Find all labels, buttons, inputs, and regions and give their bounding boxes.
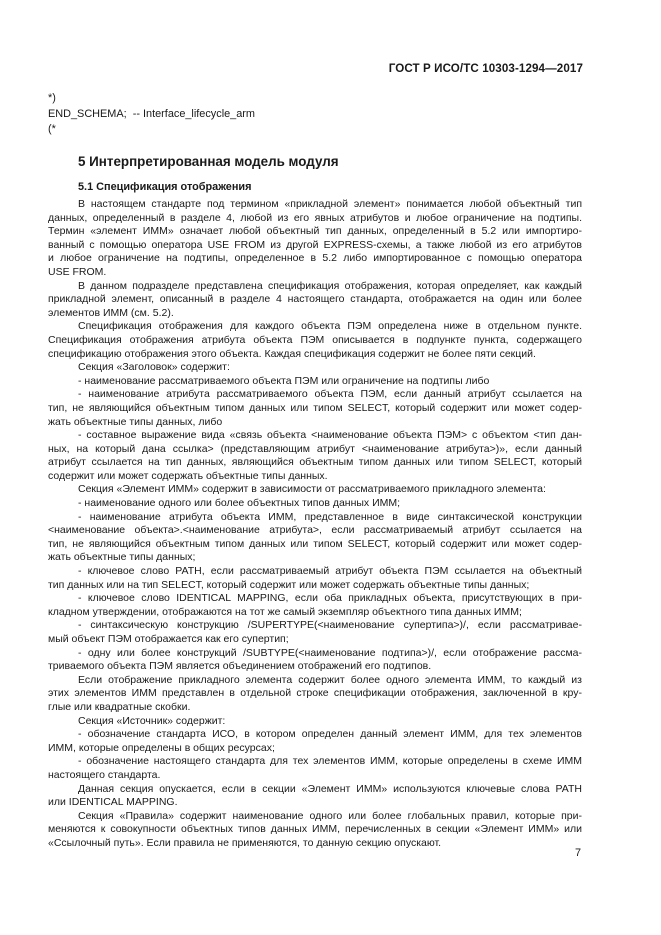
text-line: атрибут ссылается на тип данных, являющийся объектным типом данных или типом SELECT, который (48, 456, 582, 469)
code-line: *) (48, 92, 56, 104)
text-line: - ключевое слово IDENTICAL MAPPING, если оба прикладных объекта, присутствующих в при- (78, 592, 582, 605)
text-line: элементов ИММ (см. 5.2). (48, 306, 174, 319)
page-number: 7 (574, 847, 581, 859)
text-line: Спецификация отображения атрибута объекта ПЭМ описывается в подпункте пункта, содержащего (48, 333, 582, 346)
standard-header: ГОСТ Р ИСО/ТС 10303-1294—2017 (388, 62, 583, 75)
text-line: Данная секция опускается, если в секции «Элемент ИММ» используются ключевые слова PATH (78, 782, 582, 795)
text-line: - наименование одного или более объектных типов данных ИММ; (78, 497, 401, 510)
text-line: жать объектные типы данных, либо (48, 415, 223, 428)
text-line: жать объектные типы данных; (48, 551, 196, 564)
text-line: Секция «Элемент ИММ» содержит в зависимости от рассматриваемого прикладного элемента: (78, 483, 546, 496)
text-line: тип данных или на тип SELECT, который содержит или может содержать объектные типы данных; (48, 578, 530, 591)
text-line: В данном подразделе представлена спецификация отображения, которая определяет, как каждый (78, 279, 582, 292)
section-heading: 5 Интерпретированная модель модуля (78, 154, 339, 169)
text-line: Спецификация отображения для каждого объекта ПЭМ определена ниже в отдельном пункте. (78, 320, 582, 333)
text-line: тип, не являющийся объектным типом данных или типом SELECT, который содержит или может содер- (48, 401, 582, 414)
text-line: Термин «элемент ИММ» означает любой объектный тип данных, определенный в 5.2 или импортиро- (48, 225, 582, 238)
text-line: этих элементов ИММ представлен в отдельной строке спецификации отображения, заключенной в кру- (48, 687, 582, 700)
text-line: Если отображение прикладного элемента содержит более одного элемента ИММ, то каждый из (78, 673, 582, 686)
text-line: - синтаксическую конструкцию /SUPERTYPE(<наименование супертипа>)/, если рассматривае- (78, 619, 582, 632)
text-line: - наименование рассматриваемого объекта ПЭМ или ограничение на подтипы либо (78, 374, 490, 387)
text-line: - одну или более конструкций /SUBTYPE(<наименование подтипа>)/, если отображение рассма- (78, 646, 582, 659)
text-line: содержит или может содержать объектные типы данных. (48, 469, 328, 482)
text-line: Секция «Правила» содержит наименование одного или более глобальных правил, которые при- (78, 809, 582, 822)
text-line: <наименование объекта>.<наименование атрибута>, если рассматриваемый атрибут ссылается на (48, 524, 582, 537)
text-line: - наименование атрибута рассматриваемого объекта ПЭМ, если данный атрибут ссылается на (78, 388, 582, 401)
subsection-heading: 5.1 Спецификация отображения (78, 181, 252, 193)
text-line: ванный с помощью оператора USE FROM из другой EXPRESS-схемы, а также любой из его атрибутов (48, 238, 582, 251)
text-line: глые или квадратные скобки. (48, 700, 191, 713)
text-line: спецификацию отображения этого объекта. Каждая спецификация содержит не более пяти секций. (48, 347, 536, 360)
text-line: «Ссылочный путь». Если правила не применяются, то данную секцию опускают. (48, 836, 442, 849)
text-line: прикладной элемент, описанный в разделе 4 настоящего стандарта, отображается на один или более (48, 293, 582, 306)
text-line: - обозначение стандарта ИСО, в котором определен данный элемент ИММ, для тех элементов (78, 728, 582, 741)
text-line: и любое ограничение на подтипы, определенное в 5.2 либо импортированное с помощью оператора (48, 252, 582, 265)
text-line: данных, определенный в разделе 4, любой из его явных атрибутов и любое ограничение на подтипы. (48, 211, 582, 224)
text-line: мый объект ПЭМ отображается как его супертип; (48, 633, 289, 645)
text-line: Секция «Заголовок» содержит: (78, 361, 230, 374)
text-line: меняются к совокупности объектных типов данных ИММ, перечисленных в секции «Элемент ИММ» или (48, 823, 582, 836)
text-line: настоящего стандарта. (48, 768, 161, 781)
text-line: - наименование атрибута объекта ИММ, представленное в виде синтаксической конструкции (78, 510, 582, 523)
text-line: В настоящем стандарте под термином «прикладной элемент» понимается любой объектный тип (78, 198, 582, 210)
express-code-block (48, 91, 255, 138)
text-line: - ключевое слово PATH, если рассматриваемый атрибут объекта ПЭМ ссылается на объектный (78, 565, 582, 578)
code-line: END_SCHEMA; -- Interface_lifecycle_arm (48, 107, 255, 120)
text-line: триваемого объекта ПЭМ является объединением отображений его подтипов. (48, 660, 432, 673)
body-text (48, 198, 582, 851)
text-line: ИММ, которые определены в общих ресурсах; (48, 741, 275, 754)
text-line: - обозначение настоящего стандарта для тех элементов ИММ, которые определены в схеме ИММ (78, 755, 582, 768)
text-line: или IDENTICAL MAPPING. (48, 796, 178, 809)
text-line: тип, не являющийся объектным типом данных или типом SELECT, который содержит или может содер- (48, 537, 582, 550)
text-line: - составное выражение вида «связь объекта <наименование объекта ПЭМ> с объектом <тип дан- (78, 429, 582, 442)
code-line: (* (48, 123, 56, 136)
text-line: ных, на который дана ссылка> (представляющим атрибут <наименование атрибута>)», если данный (48, 442, 582, 455)
text-line: Секция «Источник» содержит: (78, 714, 226, 727)
text-line: кладном утверждении, отображаются на тот же самый экземпляр объектного типа данных ИММ; (48, 605, 522, 618)
text-line: USE FROM. (48, 265, 107, 278)
